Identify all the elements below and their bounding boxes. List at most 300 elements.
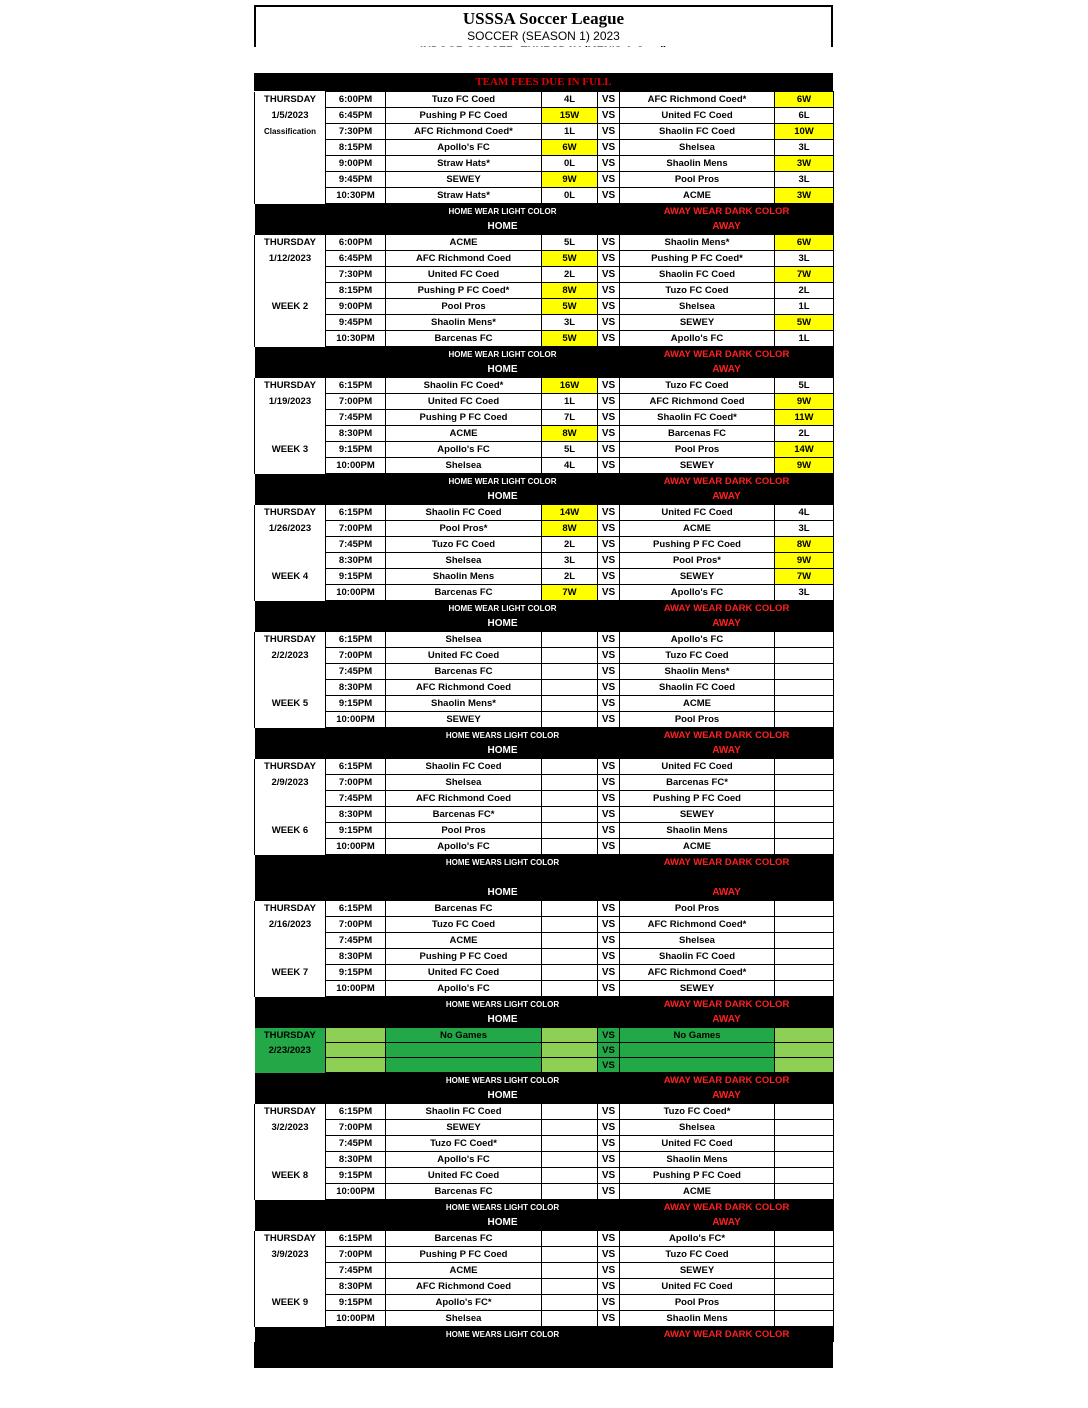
home-team: Barcenas FC <box>386 585 542 601</box>
vs-label: VS <box>598 394 620 410</box>
away-team: Shelsea <box>620 140 775 156</box>
home-team: Barcenas FC <box>386 901 542 917</box>
game-row <box>255 442 834 458</box>
home-result: 9W <box>542 172 598 188</box>
away-team: Pool Pros* <box>620 553 775 569</box>
footer-bar <box>254 1342 833 1368</box>
home-wear-note: HOME WEARS LIGHT COLOR <box>386 728 620 744</box>
week-label-cell <box>255 1184 326 1200</box>
divider-spacer <box>326 1215 386 1231</box>
game-time: 10:00PM <box>326 458 386 474</box>
home-result <box>542 1104 598 1120</box>
game-row <box>255 1120 834 1136</box>
game-time: 8:30PM <box>326 1152 386 1168</box>
away-wear-note: AWAY WEAR DARK COLOR <box>620 474 834 490</box>
divider-spacer <box>255 601 326 617</box>
home-team <box>386 1043 542 1058</box>
home-result: 5L <box>542 235 598 251</box>
game-row <box>255 1184 834 1200</box>
divider-spacer <box>255 870 834 885</box>
home-team: Shaolin Mens* <box>386 315 542 331</box>
vs-label: VS <box>598 664 620 680</box>
away-team: Tuzo FC Coed <box>620 378 775 394</box>
away-result <box>775 696 834 712</box>
game-row <box>255 426 834 442</box>
away-team: ACME <box>620 696 775 712</box>
away-result: 8W <box>775 537 834 553</box>
home-team: United FC Coed <box>386 267 542 283</box>
game-time: 9:45PM <box>326 315 386 331</box>
home-result: 2L <box>542 537 598 553</box>
game-row <box>255 759 834 775</box>
away-team: ACME <box>620 188 775 204</box>
away-result <box>775 917 834 933</box>
home-result <box>542 807 598 823</box>
away-result: 1L <box>775 331 834 347</box>
away-team: United FC Coed <box>620 505 775 521</box>
away-result <box>775 901 834 917</box>
vs-label: VS <box>598 1028 620 1043</box>
away-wear-note: AWAY WEAR DARK COLOR <box>620 347 834 363</box>
away-result <box>775 712 834 728</box>
home-header: HOME <box>386 362 620 378</box>
away-team: Pool Pros <box>620 901 775 917</box>
divider-spacer <box>255 1088 326 1104</box>
away-team: Shaolin Mens* <box>620 235 775 251</box>
game-row <box>255 1168 834 1184</box>
home-result <box>542 1168 598 1184</box>
game-time: 9:15PM <box>326 823 386 839</box>
away-team: Pushing P FC Coed <box>620 791 775 807</box>
home-result <box>542 1311 598 1327</box>
away-team: SEWEY <box>620 458 775 474</box>
away-result <box>775 839 834 855</box>
home-header: HOME <box>386 1215 620 1231</box>
vs-label: VS <box>598 585 620 601</box>
game-row <box>255 1136 834 1152</box>
vs-label: VS <box>598 283 620 299</box>
game-time: 10:00PM <box>326 712 386 728</box>
divider-spacer <box>255 1073 326 1089</box>
home-result <box>542 712 598 728</box>
week-label-cell <box>255 1152 326 1168</box>
away-team: Tuzo FC Coed <box>620 1247 775 1263</box>
week-label: WEEK 4 <box>255 569 326 585</box>
game-time: 7:45PM <box>326 1136 386 1152</box>
away-result <box>775 1104 834 1120</box>
home-result: 5W <box>542 299 598 315</box>
away-team: SEWEY <box>620 1263 775 1279</box>
date-label: 1/12/2023 <box>255 251 326 267</box>
divider-spacer <box>326 362 386 378</box>
vs-label: VS <box>598 839 620 855</box>
away-result: 3L <box>775 140 834 156</box>
home-team: Apollo's FC <box>386 442 542 458</box>
vs-label: VS <box>598 505 620 521</box>
home-result <box>542 901 598 917</box>
away-team: Shaolin FC Coed <box>620 124 775 140</box>
game-time: 9:15PM <box>326 1168 386 1184</box>
week-label-cell <box>255 426 326 442</box>
home-result: 8W <box>542 521 598 537</box>
game-row <box>255 505 834 521</box>
game-time: 10:30PM <box>326 188 386 204</box>
home-header: HOME <box>386 1012 620 1028</box>
vs-label: VS <box>598 1184 620 1200</box>
away-result <box>775 775 834 791</box>
divider-spacer <box>326 489 386 505</box>
game-time: 8:30PM <box>326 949 386 965</box>
game-row <box>255 124 834 140</box>
game-time: 7:30PM <box>326 267 386 283</box>
away-team: Shaolin FC Coed <box>620 680 775 696</box>
week-label: WEEK 7 <box>255 965 326 981</box>
home-result: 8W <box>542 426 598 442</box>
vs-label: VS <box>598 1168 620 1184</box>
home-result <box>542 823 598 839</box>
away-result <box>775 1168 834 1184</box>
divider-spacer <box>326 1088 386 1104</box>
divider-spacer <box>326 1073 386 1089</box>
vs-label: VS <box>598 315 620 331</box>
game-time: 8:15PM <box>326 140 386 156</box>
home-result <box>542 664 598 680</box>
game-time: 10:00PM <box>326 1311 386 1327</box>
vs-label: VS <box>598 442 620 458</box>
vs-label: VS <box>598 410 620 426</box>
game-time: 7:45PM <box>326 664 386 680</box>
week-label-cell <box>255 585 326 601</box>
home-team: Tuzo FC Coed <box>386 917 542 933</box>
game-row <box>255 521 834 537</box>
away-header: AWAY <box>620 885 834 901</box>
week-label: WEEK 3 <box>255 442 326 458</box>
away-team: Shelsea <box>620 933 775 949</box>
divider-spacer <box>255 885 326 901</box>
home-team: ACME <box>386 235 542 251</box>
away-result: 9W <box>775 394 834 410</box>
day-label: THURSDAY <box>255 901 326 917</box>
home-team: Apollo's FC <box>386 140 542 156</box>
away-team: Shaolin FC Coed* <box>620 410 775 426</box>
game-row <box>255 664 834 680</box>
away-header: AWAY <box>620 1012 834 1028</box>
game-time: 7:45PM <box>326 933 386 949</box>
game-row <box>255 458 834 474</box>
home-result: 16W <box>542 378 598 394</box>
divider-spacer <box>326 997 386 1013</box>
home-wear-note: HOME WEARS LIGHT COLOR <box>386 1327 620 1343</box>
away-result <box>775 1028 834 1043</box>
vs-label: VS <box>598 696 620 712</box>
week-label-cell <box>255 410 326 426</box>
divider-spacer <box>326 728 386 744</box>
game-time: 8:15PM <box>326 283 386 299</box>
no-games-row <box>255 1058 834 1073</box>
game-time: 7:00PM <box>326 917 386 933</box>
home-team: AFC Richmond Coed <box>386 251 542 267</box>
away-result <box>775 680 834 696</box>
vs-label: VS <box>598 92 620 108</box>
away-team: Shaolin FC Coed <box>620 267 775 283</box>
game-row <box>255 585 834 601</box>
game-row <box>255 267 834 283</box>
away-team: ACME <box>620 521 775 537</box>
home-team: Shelsea <box>386 632 542 648</box>
home-team: AFC Richmond Coed* <box>386 124 542 140</box>
home-result: 5W <box>542 251 598 267</box>
game-time: 9:15PM <box>326 1295 386 1311</box>
home-result <box>542 1136 598 1152</box>
vs-label: VS <box>598 537 620 553</box>
home-result <box>542 791 598 807</box>
home-wear-note: HOME WEAR LIGHT COLOR <box>386 474 620 490</box>
week-label: Classification <box>255 124 326 140</box>
away-team: AFC Richmond Coed* <box>620 965 775 981</box>
vs-label: VS <box>598 712 620 728</box>
no-games-row <box>255 1028 834 1043</box>
home-team: Barcenas FC <box>386 331 542 347</box>
away-team: Tuzo FC Coed <box>620 283 775 299</box>
away-team: Shaolin Mens <box>620 1311 775 1327</box>
game-time: 8:30PM <box>326 1279 386 1295</box>
home-team: Tuzo FC Coed* <box>386 1136 542 1152</box>
game-time: 9:00PM <box>326 299 386 315</box>
week-label-cell <box>255 680 326 696</box>
home-team: Barcenas FC* <box>386 807 542 823</box>
week-label-cell <box>255 267 326 283</box>
away-result: 6L <box>775 108 834 124</box>
game-time: 10:00PM <box>326 981 386 997</box>
home-result: 4L <box>542 458 598 474</box>
vs-label: VS <box>598 172 620 188</box>
away-header: AWAY <box>620 743 834 759</box>
divider-spacer <box>255 204 326 220</box>
away-team: Shaolin Mens <box>620 156 775 172</box>
away-result <box>775 1120 834 1136</box>
home-result <box>542 981 598 997</box>
home-team: Shelsea <box>386 553 542 569</box>
week-label-cell <box>255 807 326 823</box>
home-team: Apollo's FC* <box>386 1295 542 1311</box>
home-result: 2L <box>542 267 598 283</box>
game-time: 10:00PM <box>326 585 386 601</box>
home-team: Apollo's FC <box>386 1152 542 1168</box>
day-label: THURSDAY <box>255 1028 326 1043</box>
vs-label: VS <box>598 378 620 394</box>
game-row <box>255 1231 834 1247</box>
home-team: Barcenas FC <box>386 664 542 680</box>
game-time: 8:30PM <box>326 553 386 569</box>
game-row <box>255 1104 834 1120</box>
home-result: 3L <box>542 553 598 569</box>
game-time: 8:30PM <box>326 807 386 823</box>
away-team: Apollo's FC <box>620 585 775 601</box>
home-result <box>542 1120 598 1136</box>
vs-label: VS <box>598 1279 620 1295</box>
divider-spacer <box>255 1012 326 1028</box>
home-team: SEWEY <box>386 1120 542 1136</box>
game-time: 7:00PM <box>326 1120 386 1136</box>
week-label-cell <box>255 981 326 997</box>
divider-spacer <box>326 347 386 363</box>
away-result <box>775 1184 834 1200</box>
away-team: Pushing P FC Coed <box>620 537 775 553</box>
away-result <box>775 791 834 807</box>
home-header: HOME <box>386 1088 620 1104</box>
game-time <box>326 1028 386 1043</box>
home-result <box>542 1184 598 1200</box>
game-time <box>326 1043 386 1058</box>
home-team: Pushing P FC Coed <box>386 108 542 124</box>
divider-spacer <box>255 362 326 378</box>
away-team: SEWEY <box>620 315 775 331</box>
home-team: Apollo's FC <box>386 981 542 997</box>
week-label-cell <box>255 188 326 204</box>
home-result: 15W <box>542 108 598 124</box>
away-team: Pool Pros <box>620 1295 775 1311</box>
vs-label: VS <box>598 933 620 949</box>
vs-label: VS <box>598 331 620 347</box>
vs-label: VS <box>598 251 620 267</box>
home-result: 5W <box>542 331 598 347</box>
away-result: 7W <box>775 569 834 585</box>
game-time: 7:00PM <box>326 394 386 410</box>
game-row <box>255 981 834 997</box>
home-wear-note: HOME WEAR LIGHT COLOR <box>386 204 620 220</box>
away-result: 3W <box>775 188 834 204</box>
vs-label: VS <box>598 791 620 807</box>
game-row <box>255 917 834 933</box>
vs-label: VS <box>598 124 620 140</box>
home-team: AFC Richmond Coed <box>386 791 542 807</box>
week-label-cell <box>255 791 326 807</box>
away-result: 3L <box>775 585 834 601</box>
away-team: Shaolin Mens <box>620 823 775 839</box>
away-result <box>775 949 834 965</box>
divider-spacer <box>255 489 326 505</box>
week-label-cell <box>255 315 326 331</box>
away-result: 14W <box>775 442 834 458</box>
away-result <box>775 807 834 823</box>
home-result <box>542 1247 598 1263</box>
date-label: 1/26/2023 <box>255 521 326 537</box>
game-row <box>255 251 834 267</box>
home-team: United FC Coed <box>386 648 542 664</box>
vs-label: VS <box>598 917 620 933</box>
home-result <box>542 933 598 949</box>
away-header: AWAY <box>620 616 834 632</box>
vs-label: VS <box>598 949 620 965</box>
game-row <box>255 648 834 664</box>
away-result <box>775 965 834 981</box>
game-time: 9:15PM <box>326 696 386 712</box>
home-team: United FC Coed <box>386 965 542 981</box>
away-team: AFC Richmond Coed* <box>620 917 775 933</box>
vs-label: VS <box>598 1136 620 1152</box>
divider-spacer <box>255 728 326 744</box>
away-result <box>775 981 834 997</box>
game-row <box>255 569 834 585</box>
home-team: Pool Pros <box>386 299 542 315</box>
vs-label: VS <box>598 648 620 664</box>
home-result: 0L <box>542 156 598 172</box>
home-team: United FC Coed <box>386 394 542 410</box>
divider-spacer <box>326 855 386 871</box>
home-result <box>542 1263 598 1279</box>
vs-label: VS <box>598 1231 620 1247</box>
week-label-cell <box>255 458 326 474</box>
away-team: ACME <box>620 839 775 855</box>
home-team: Pushing P FC Coed <box>386 949 542 965</box>
away-team: Shaolin Mens* <box>620 664 775 680</box>
away-team: AFC Richmond Coed <box>620 394 775 410</box>
away-wear-note: AWAY WEAR DARK COLOR <box>620 1200 834 1216</box>
vs-label: VS <box>598 1247 620 1263</box>
game-time: 7:45PM <box>326 791 386 807</box>
away-team: Apollo's FC <box>620 331 775 347</box>
schedule-table <box>254 91 834 1342</box>
home-team: AFC Richmond Coed <box>386 680 542 696</box>
vs-label: VS <box>598 823 620 839</box>
fees-banner: TEAM FEES DUE IN FULL <box>254 73 833 91</box>
home-header: HOME <box>386 885 620 901</box>
away-result <box>775 1263 834 1279</box>
game-row <box>255 632 834 648</box>
vs-label: VS <box>598 1104 620 1120</box>
away-header: AWAY <box>620 219 834 235</box>
game-time: 6:15PM <box>326 1104 386 1120</box>
home-team: Pushing P FC Coed* <box>386 283 542 299</box>
game-time: 6:15PM <box>326 901 386 917</box>
home-team: Pool Pros <box>386 823 542 839</box>
home-result: 7L <box>542 410 598 426</box>
game-row <box>255 315 834 331</box>
divider-spacer <box>326 204 386 220</box>
home-result <box>542 839 598 855</box>
away-result: 5L <box>775 378 834 394</box>
home-result <box>542 1058 598 1073</box>
home-result <box>542 759 598 775</box>
game-time: 6:45PM <box>326 108 386 124</box>
away-result: 9W <box>775 553 834 569</box>
away-team: SEWEY <box>620 981 775 997</box>
home-result: 0L <box>542 188 598 204</box>
away-result: 10W <box>775 124 834 140</box>
game-row <box>255 775 834 791</box>
home-team: AFC Richmond Coed <box>386 1279 542 1295</box>
away-header: AWAY <box>620 1215 834 1231</box>
game-time: 6:00PM <box>326 92 386 108</box>
home-team: Shaolin Mens* <box>386 696 542 712</box>
divider-spacer <box>326 474 386 490</box>
away-result <box>775 933 834 949</box>
game-row <box>255 156 834 172</box>
vs-label: VS <box>598 981 620 997</box>
day-label: THURSDAY <box>255 1231 326 1247</box>
vs-label: VS <box>598 299 620 315</box>
vs-label: VS <box>598 108 620 124</box>
game-row <box>255 140 834 156</box>
away-wear-note: AWAY WEAR DARK COLOR <box>620 855 834 871</box>
date-label: 2/9/2023 <box>255 775 326 791</box>
vs-label: VS <box>598 267 620 283</box>
game-row <box>255 299 834 315</box>
vs-label: VS <box>598 1295 620 1311</box>
home-result: 2L <box>542 569 598 585</box>
home-result: 3L <box>542 315 598 331</box>
away-team: AFC Richmond Coed* <box>620 92 775 108</box>
